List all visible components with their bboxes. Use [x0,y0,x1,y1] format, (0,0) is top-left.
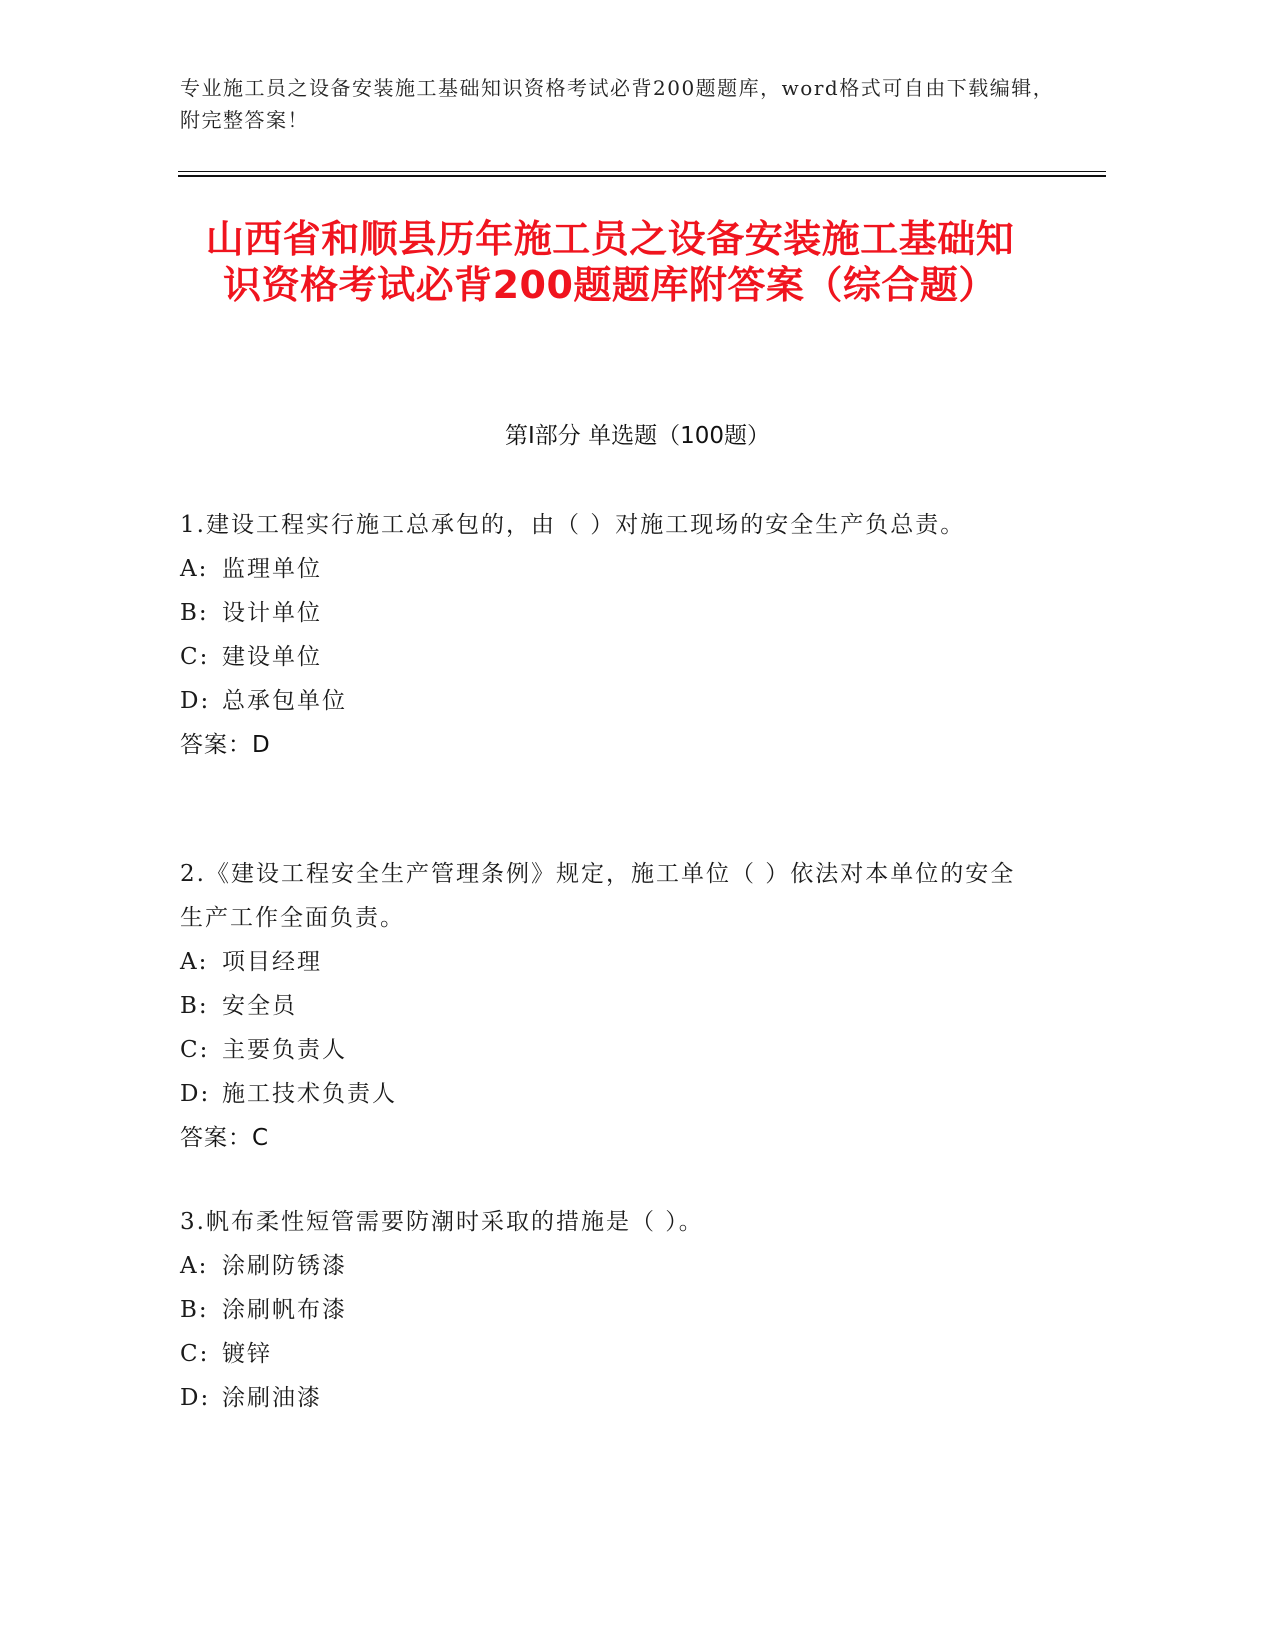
option-a [180,940,1030,984]
option-text: 总承包单位 [222,688,347,714]
option-text: 建设单位 [222,644,322,670]
option-text: 主要负责人 [222,1037,347,1063]
option-text: 项目经理 [222,949,322,975]
option-letter: A: [180,1253,209,1279]
option-d [180,1376,1030,1420]
option-text: 镀锌 [222,1341,272,1367]
option-letter: B: [180,993,209,1019]
option-letter: A: [180,949,209,975]
question-1 [180,503,1030,767]
option-letter: D: [180,1385,211,1411]
option-text: 施工技术负责人 [222,1081,397,1107]
header-divider-thin [178,171,1106,172]
answer-line: 答案：D [180,732,271,758]
option-text: 安全员 [222,993,297,1019]
question-2 [180,852,1030,1160]
option-text: 涂刷帆布漆 [222,1297,347,1323]
question-stem: 1.建设工程实行施工总承包的，由（ ）对施工现场的安全生产负总责。 [180,512,966,538]
question-stem: 3.帆布柔性短管需要防潮时采取的措施是（ ）。 [180,1209,704,1235]
document-title: 山西省和顺县历年施工员之设备安装施工基础知识资格考试必背200题题库附答案（综合题） [205,217,1015,307]
option-letter: C: [180,1037,210,1063]
option-d [180,1072,1030,1116]
question-stem: 2.《建设工程安全生产管理条例》规定，施工单位（ ）依法对本单位的安全生产工作全面负责。 [180,861,1016,931]
option-letter: D: [180,688,211,714]
header-divider-thick [178,175,1106,177]
header-note: 专业施工员之设备安装施工基础知识资格考试必背200题题库，word格式可自由下载编辑，附完整答案！ [180,76,1055,132]
option-b [180,984,1030,1028]
section-heading: 第Ⅰ部分 单选题（100题） [505,423,770,449]
option-a [180,1244,1030,1288]
option-text: 涂刷油漆 [222,1385,322,1411]
option-letter: B: [180,600,209,626]
option-c [180,1332,1030,1376]
option-c [180,1028,1030,1072]
option-b [180,591,1030,635]
question-3 [180,1200,1030,1420]
option-text: 监理单位 [222,556,322,582]
option-letter: C: [180,644,210,670]
option-c [180,635,1030,679]
option-letter: C: [180,1341,210,1367]
option-d [180,679,1030,723]
option-text: 涂刷防锈漆 [222,1253,347,1279]
option-text: 设计单位 [222,600,322,626]
option-letter: B: [180,1297,209,1323]
option-a [180,547,1030,591]
option-letter: A: [180,556,209,582]
option-b [180,1288,1030,1332]
answer-line: 答案：C [180,1125,270,1151]
option-letter: D: [180,1081,211,1107]
